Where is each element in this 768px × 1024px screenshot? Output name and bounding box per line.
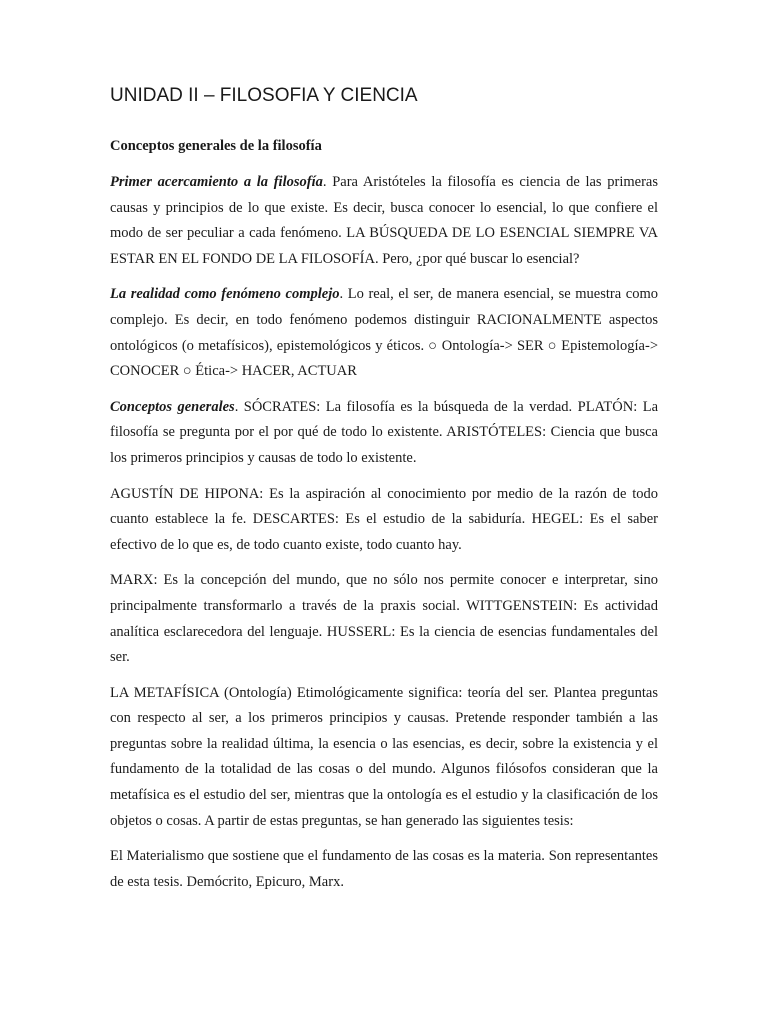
section-heading: Conceptos generales de la filosofía [110,138,322,154]
paragraph-text: LA METAFÍSICA (Ontología) Etimológicamente significa: teoría del ser. Plantea preguntas con respecto al ser, a los primeros principios y causas. Pretende responder también a las preguntas sobre la realidad última, la esencia o las esencias, es decir, sobre la existencia y el fundamento de la totalidad de las cosas o del mundo. Algunos filósofos consideran que la metafísica es el estudio del ser, mientras que la ontología es el estudio y la clasificación de los objetos o cosas. A partir de estas preguntas, se han generado las siguientes tesis: [110,684,658,829]
paragraph-realidad-compleja [110,282,658,384]
paragraph-text: MARX: Es la concepción del mundo, que no sólo nos permite conocer e interpretar, sino principalmente transformarlo a través de la praxis social. WITTGENSTEIN: Es actividad analítica esclarecedora del lenguaje. HUSSERL: Es la ciencia de esencias fundamentales del ser. [110,572,658,666]
paragraph-marx [110,568,658,670]
paragraph-conceptos-generales [110,395,658,472]
document-title: UNIDAD II – FILOSOFIA Y CIENCIA [110,85,418,106]
paragraph-text: . Para Aristóteles la filosofía es ciencia de las primeras causas y principios de lo que existe. Es decir, busca conocer lo esencial, lo que confiere el modo de ser peculiar a cada fenómeno. LA BÚSQUEDA DE LO ESENCIAL SIEMPRE VA ESTAR EN EL FONDO DE LA FILOSOFÍA. Pero, ¿por qué buscar lo esencial? [110,174,658,267]
paragraph-agustin [110,482,658,559]
paragraph-text: . SÓCRATES: La filosofía es la búsqueda de la verdad. PLATÓN: La filosofía se pregunta por el por qué de todo lo existente. ARISTÓTELES: Ciencia que busca los primeros principios y causas de todo lo existente. [110,398,659,466]
paragraph-lead: Conceptos generales [110,398,235,415]
paragraph-text: El Materialismo que sostiene que el fundamento de las cosas es la materia. Son representantes de esta tesis. Demócrito, Epicuro, Marx. [110,848,658,890]
paragraph-lead: Primer acercamiento a la filosofía [110,174,323,190]
paragraph-text: . Lo real, el ser, de manera esencial, se muestra como complejo. Es decir, en todo fenómeno podemos distinguir RACIONALMENTE aspectos ontológicos (o metafísicos), epistemológicos y éticos. ○ Ontología-> SER ○ Epistemología-> CONOCER ○ Ética-> HACER, ACTUAR [110,286,658,380]
paragraph-text: AGUSTÍN DE HIPONA: Es la aspiración al conocimiento por medio de la razón de todo cuanto establece la fe. DESCARTES: Es el estudio de la sabiduría. HEGEL: Es el saber efectivo de lo que es, de todo cuanto existe, todo cuanto hay. [110,485,658,553]
paragraph-metafisica [110,681,658,835]
paragraph-materialismo [110,844,658,895]
paragraph-primer-acercamiento [110,170,658,272]
paragraph-lead: La realidad como fenómeno complejo [110,286,340,303]
